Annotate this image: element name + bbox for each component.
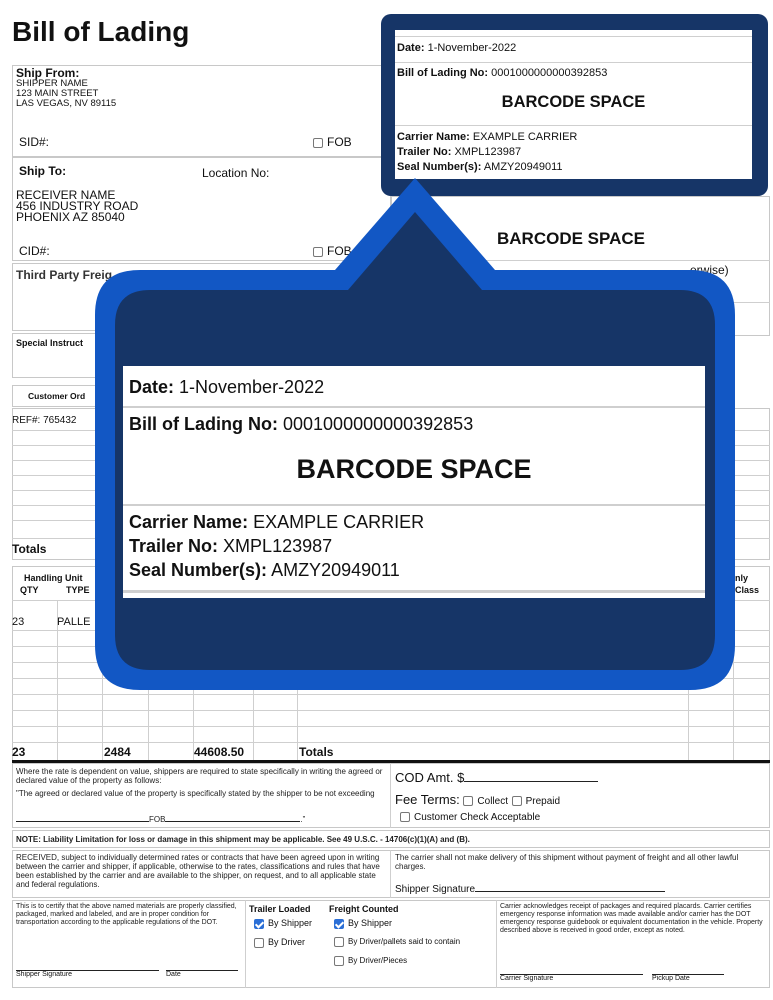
cid-label: CID#: bbox=[19, 244, 50, 258]
barcode-space: BARCODE SPACE bbox=[501, 93, 646, 111]
trailer-loaded-label: Trailer Loaded bbox=[249, 904, 311, 914]
fc-pallets-label: By Driver/pallets said to contain bbox=[348, 937, 461, 947]
shipper-signature-line[interactable]: Shipper Signature bbox=[16, 970, 159, 978]
trailer-value: XMPL123987 bbox=[454, 146, 522, 158]
receiver-city: PHOENIX AZ 85040 bbox=[16, 210, 125, 224]
fc-pieces-label: By Driver/Pieces bbox=[348, 956, 408, 966]
freight-counted-label: Freight Counted bbox=[329, 904, 399, 914]
bol-label: Bill of Lading No: bbox=[129, 414, 278, 434]
ship-to-label: Ship To: bbox=[19, 164, 67, 178]
pickup-date-line[interactable]: Pickup Date bbox=[652, 974, 724, 982]
date-label: Date: bbox=[129, 377, 175, 397]
declared-text: "The agreed or declared value of the property is specifically stated by the shipper to be not exceeding bbox=[16, 789, 375, 798]
totals-weight: 44608.50 bbox=[194, 745, 245, 759]
date-label: Date: bbox=[397, 42, 425, 54]
carrier-label: Carrier Name: bbox=[129, 512, 249, 532]
row1-type: PALLE bbox=[57, 616, 91, 628]
shipper-street: 123 MAIN STREET bbox=[16, 88, 99, 99]
seal-value: AMZY20949011 bbox=[271, 560, 400, 580]
fob-label: FOB bbox=[327, 135, 352, 149]
order-totals-label: Totals bbox=[12, 542, 47, 556]
page-title: Bill of Lading bbox=[12, 16, 190, 47]
shipper-signature-label: Shipper Signature bbox=[395, 884, 476, 895]
special-instructions-label: Special Instruct bbox=[16, 338, 84, 348]
date-line[interactable]: Date bbox=[166, 970, 238, 978]
barcode-space: BARCODE SPACE bbox=[296, 454, 532, 484]
fee-terms-label: Fee Terms: bbox=[395, 792, 460, 807]
date-value: 1-November-2022 bbox=[179, 377, 325, 397]
no-delivery-text: The carrier shall not make delivery of this shipment without payment of freight and all other lawful charges. bbox=[395, 853, 739, 871]
trailer-value: XMPL123987 bbox=[223, 536, 333, 556]
trailer-label: Trailer No: bbox=[129, 536, 219, 556]
carrier-ack-text: Carrier acknowledges receipt of packages and required placards. Carrier certifies emergency response information was made available and/or carrier has the DOT emergency response guidebook or equivalent documentation in the vehicle. Property described above is received in good order, except as noted. bbox=[500, 903, 763, 934]
location-no-label: Location No: bbox=[202, 166, 270, 180]
class-header: Class bbox=[735, 585, 760, 595]
prepaid-label: Prepaid bbox=[525, 796, 561, 807]
seal-label: Seal Number(s): bbox=[397, 161, 482, 173]
ref-number: REF#: 765432 bbox=[12, 415, 77, 426]
bol-value: 0001000000000392853 bbox=[283, 414, 474, 434]
customer-check-label: Customer Check Acceptable bbox=[414, 812, 541, 823]
bol-label: Bill of Lading No: bbox=[397, 67, 489, 79]
seal-value: AMZY20949011 bbox=[483, 161, 563, 173]
callout-panel bbox=[123, 366, 705, 598]
handling-unit-header: Handling Unit bbox=[24, 573, 83, 583]
shipper-name: SHIPPER NAME bbox=[16, 78, 88, 89]
by-driver-label: By Driver bbox=[268, 937, 306, 947]
value-text: Where the rate is dependent on value, shippers are required to state specifically in writing the agreed or declared value of the property as follows: bbox=[16, 767, 383, 785]
by-shipper-label: By Shipper bbox=[268, 918, 313, 928]
collect-label: Collect bbox=[477, 796, 508, 807]
fob-label: FOB bbox=[327, 244, 352, 258]
qty-header: QTY bbox=[20, 585, 39, 595]
only-header-fragment: nly bbox=[735, 573, 749, 583]
ship-from-label: Ship From: bbox=[16, 66, 80, 80]
bol-value: 0001000000000392853 bbox=[491, 67, 608, 79]
cod-label: COD Amt. $ bbox=[395, 770, 465, 785]
certify-text: This is to certify that the above named materials are properly classified, packaged, marked and labeled, and are in proper condition for transportation according to the applicable regulations of the DOT. bbox=[16, 903, 237, 926]
sid-label: SID#: bbox=[19, 135, 50, 149]
liability-note: NOTE: Liability Limitation for loss or damage in this shipment may be applicable. See 49 U.S.C. - 14706(c)(1)(A) and (B). bbox=[16, 835, 470, 844]
seal-label: Seal Number(s): bbox=[129, 560, 268, 580]
fc-shipper-label: By Shipper bbox=[348, 918, 393, 928]
totals-label: Totals bbox=[299, 745, 334, 759]
carrier-value: EXAMPLE CARRIER bbox=[253, 512, 425, 532]
date-value: 1-November-2022 bbox=[427, 42, 517, 54]
receiver-street: 456 INDUSTRY ROAD bbox=[16, 199, 139, 213]
carrier-signature-line[interactable]: Carrier Signature bbox=[500, 974, 643, 982]
barcode-space: BARCODE SPACE bbox=[497, 229, 645, 248]
shipper-city: LAS VEGAS, NV 89115 bbox=[16, 98, 117, 109]
type-header: TYPE bbox=[66, 585, 90, 595]
totals-packages: 2484 bbox=[104, 745, 131, 759]
carrier-label: Carrier Name: bbox=[397, 131, 470, 143]
fob-text: FOB bbox=[149, 815, 166, 824]
trailer-label: Trailer No: bbox=[397, 146, 452, 158]
fob-declared-line: FOB .” bbox=[16, 815, 305, 824]
third-party-label: Third Party Freig bbox=[16, 268, 113, 282]
totals-qty: 23 bbox=[12, 745, 26, 759]
received-text: RECEIVED, subject to individually determined rates or contracts that have been agreed upon in writing between the carrier and shipper, if applicable, otherwise to the rates, classifications and rules that have been established by the carrier and are available to the shipper, on request, and to all applicable state and federal regulations. bbox=[16, 853, 380, 889]
row1-qty: 23 bbox=[12, 616, 25, 628]
customer-order-label: Customer Ord bbox=[28, 391, 86, 401]
receiver-name: RECEIVER NAME bbox=[16, 188, 116, 202]
carrier-value: EXAMPLE CARRIER bbox=[472, 131, 578, 143]
freight-terms-fragment: erwise) bbox=[690, 263, 729, 277]
